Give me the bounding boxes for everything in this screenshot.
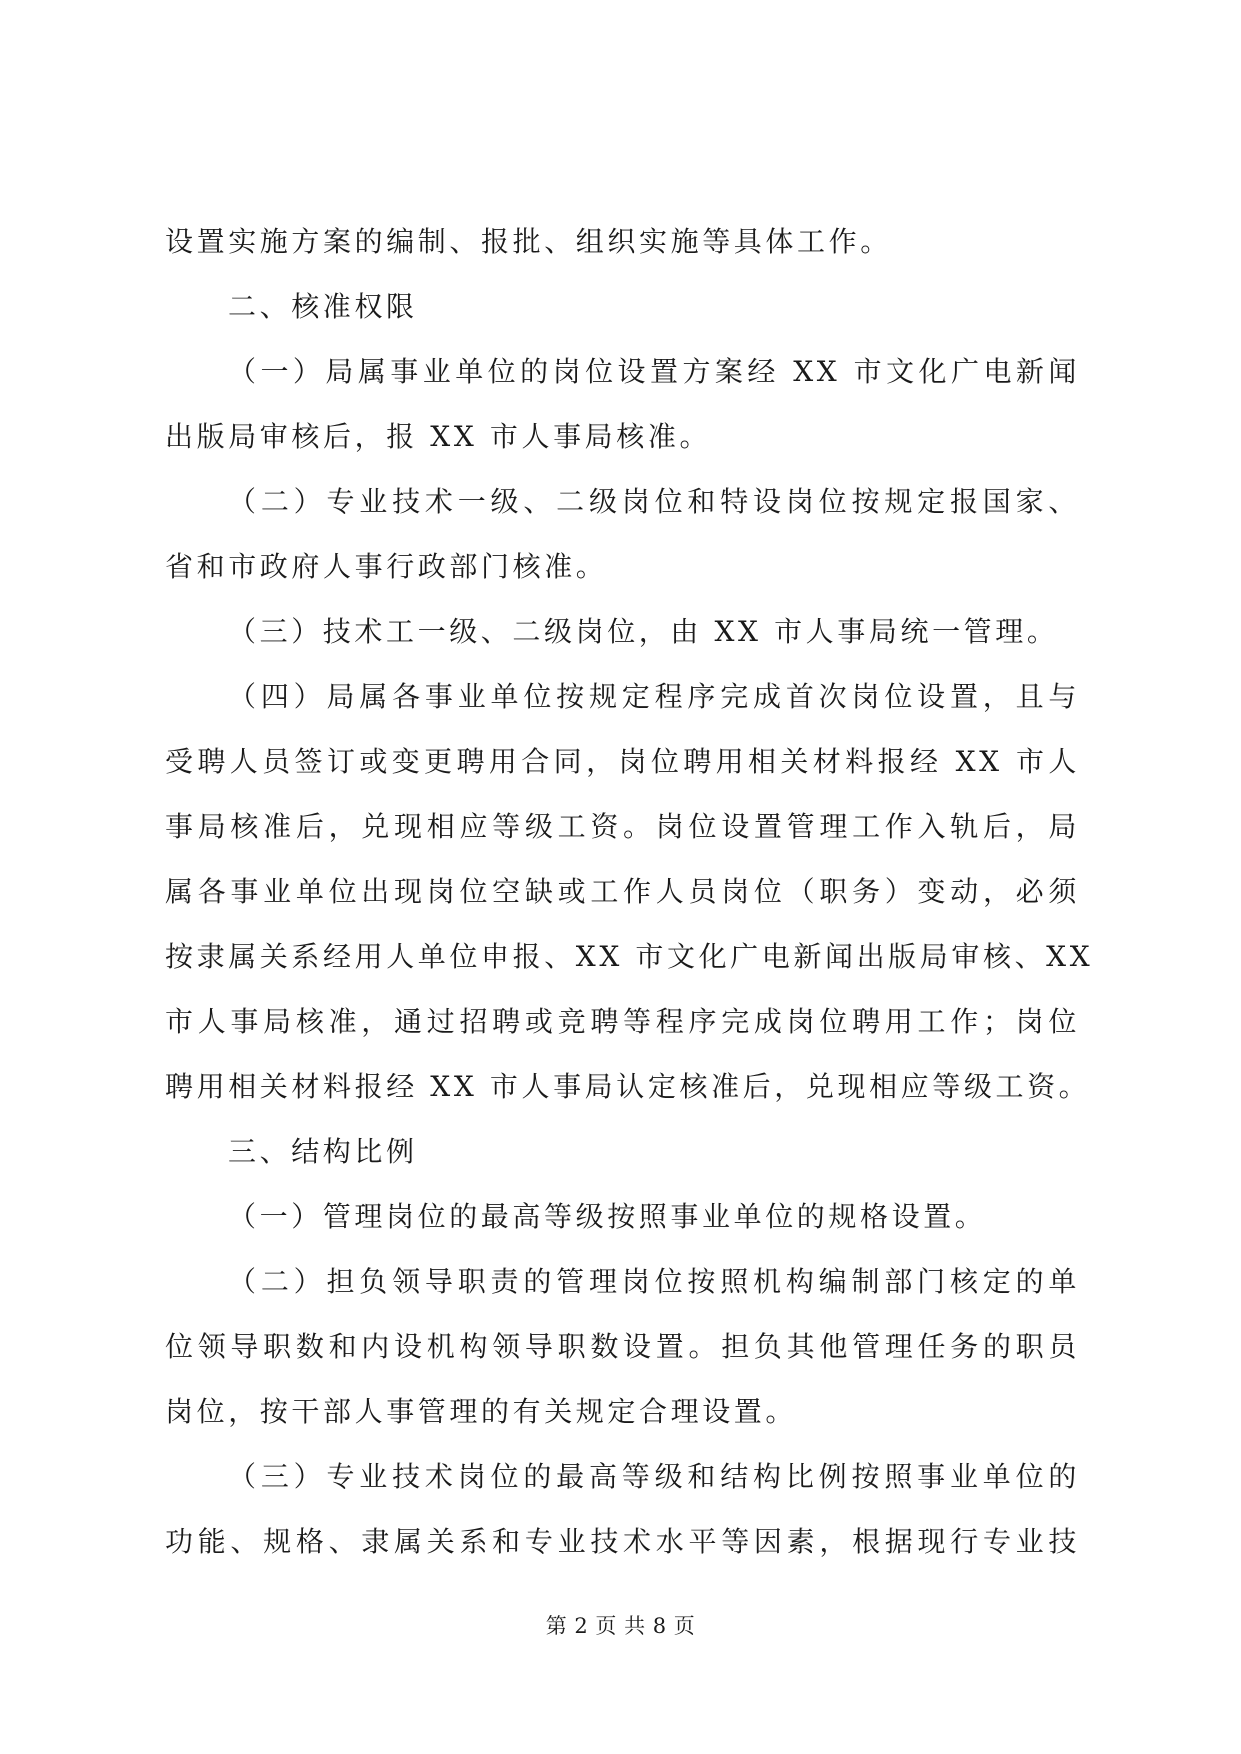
text-line: 事局核准后，兑现相应等级工资。岗位设置管理工作入轨后，局 (165, 810, 1080, 843)
text-line: 出版局审核后，报 XX 市人事局核准。 (165, 420, 712, 453)
text-line: 功能、规格、隶属关系和专业技术水平等因素，根据现行专业技 (165, 1525, 1080, 1558)
text-line: 属各事业单位出现岗位空缺或工作人员岗位（职务）变动，必须 (165, 875, 1080, 908)
text-line: （二）担负领导职责的管理岗位按照机构编制部门核定的单 (228, 1265, 1080, 1298)
text-line: 聘用相关材料报经 XX 市人事局认定核准后，兑现相应等级工资。 (165, 1070, 1091, 1103)
text-line: （一）局属事业单位的岗位设置方案经 XX 市文化广电新闻 (228, 355, 1080, 388)
text-line: （三）专业技术岗位的最高等级和结构比例按照事业单位的 (228, 1460, 1080, 1493)
text-line: （四）局属各事业单位按规定程序完成首次岗位设置，且与 (228, 680, 1080, 713)
document-body (165, 225, 1094, 1593)
text-line: （三）技术工一级、二级岗位，由 XX 市人事局统一管理。 (228, 615, 1059, 648)
text-line: 市人事局核准，通过招聘或竞聘等程序完成岗位聘用工作；岗位 (165, 1005, 1080, 1038)
text-line: 设置实施方案的编制、报批、组织实施等具体工作。 (165, 225, 892, 258)
text-line: 按隶属关系经用人单位申报、XX 市文化广电新闻出版局审核、XX (165, 940, 1094, 973)
text-line: （二）专业技术一级、二级岗位和特设岗位按规定报国家、 (228, 485, 1080, 518)
text-line: （一）管理岗位的最高等级按照事业单位的规格设置。 (228, 1200, 987, 1233)
text-line: 受聘人员签订或变更聘用合同，岗位聘用相关材料报经 XX 市人 (165, 745, 1080, 778)
text-line: 岗位，按干部人事管理的有关规定合理设置。 (165, 1395, 798, 1428)
text-line: 二、核准权限 (228, 290, 418, 323)
text-line: 省和市政府人事行政部门核准。 (165, 550, 608, 583)
page-footer: 第 2 页 共 8 页 (545, 1614, 696, 1638)
text-line: 三、结构比例 (228, 1135, 418, 1168)
text-line: 位领导职数和内设机构领导职数设置。担负其他管理任务的职员 (165, 1330, 1080, 1363)
